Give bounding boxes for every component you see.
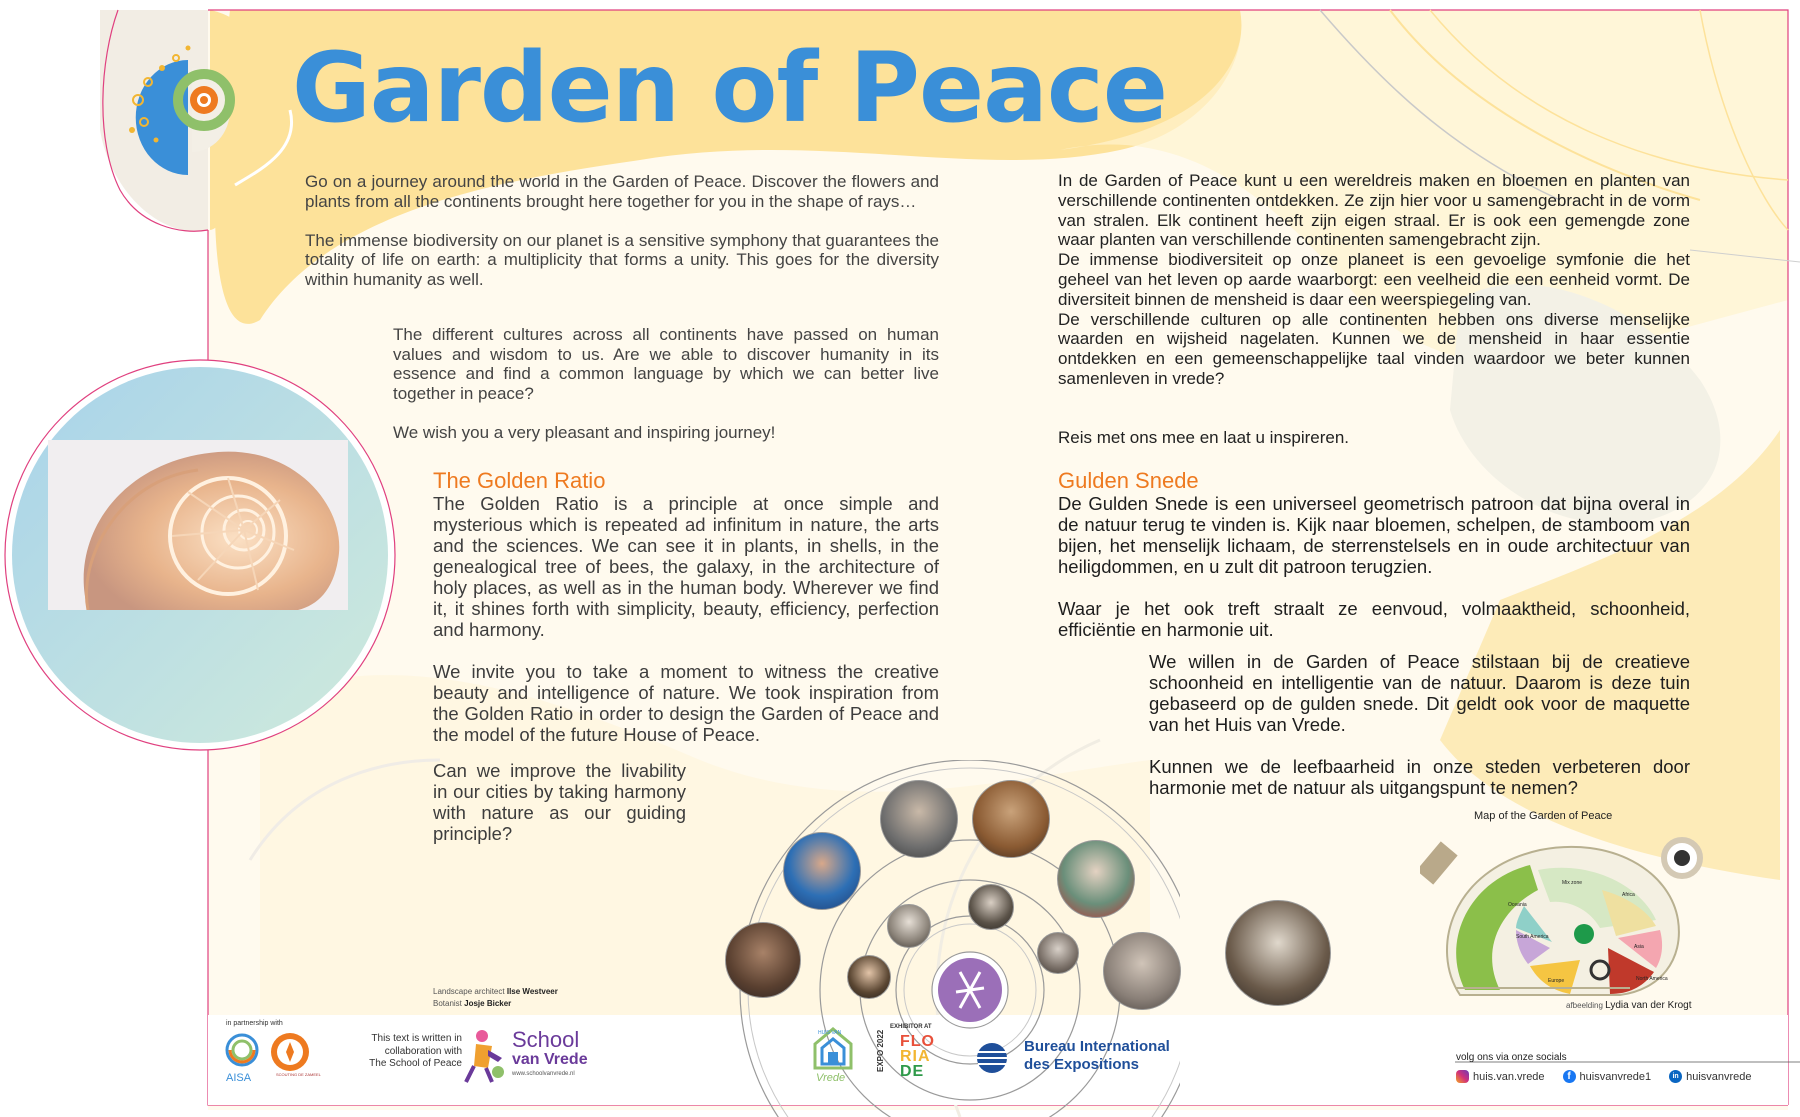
aisa-label: AISA — [226, 1072, 252, 1084]
portrait-photo — [880, 780, 958, 858]
architect-name: Ilse Westveer — [506, 987, 558, 996]
portrait-photo — [847, 955, 891, 999]
bie-logo-text — [1024, 1038, 1170, 1074]
credits — [433, 986, 558, 1010]
dutch-intro — [1058, 171, 1690, 389]
map-zone-label: North America — [1636, 976, 1668, 982]
floriade-logo — [900, 1034, 935, 1079]
livability-question — [433, 760, 686, 865]
socials-label: volg ons via onze socials — [1456, 1052, 1567, 1063]
architect-label: Landscape architect — [433, 987, 505, 996]
bie-globe-icon — [976, 1042, 1008, 1074]
nautilus-shell-image — [48, 440, 348, 610]
golden-ratio-text — [433, 493, 939, 766]
social-links — [1456, 1070, 1752, 1083]
floriade-line: RIA — [900, 1048, 931, 1065]
page-title: Garden of Peace — [292, 32, 1167, 144]
collab-line: This text is written in — [371, 1033, 462, 1044]
huis-label: Vrede — [816, 1072, 846, 1084]
garden-emblem-icon — [118, 30, 248, 180]
school-figure-icon — [462, 1028, 510, 1084]
map-credit-name: Lydia van der Krogt — [1605, 1000, 1692, 1011]
portrait-photo — [968, 884, 1014, 930]
gulden-snede-paragraph: We willen in de Garden of Peace stilstaan bij de creatieve schoonheid en intelligentie van de natuur. Daarom is deze tuin gebaseerd op de gulden snede. Dit geldt ook voor de maquette van het Huis van Vrede. — [1149, 651, 1690, 735]
map-zone-label: Oceania — [1508, 902, 1527, 908]
gulden-snede-heading: Gulden Snede — [1058, 468, 1199, 493]
english-intro — [305, 172, 939, 309]
livability-paragraph: Can we improve the livability in our cities by taking harmony with nature as our guiding principle? — [433, 760, 686, 844]
portrait-photo — [783, 832, 861, 910]
map-zone-label: South America — [1516, 934, 1549, 940]
intro-paragraph: Go on a journey around the world in the Garden of Peace. Discover the flowers and plants from all the continents brought here together for you in the shape of rays… — [305, 172, 939, 211]
map-zone-label: Asia — [1634, 944, 1644, 950]
golden-ratio-paragraph: We invite you to take a moment to witness the creative beauty and intelligence of nature. We took inspiration from the Golden Ratio in order to design the Garden of Peace and the model of the future House of Peace. — [433, 661, 939, 745]
collab-line: collaboration with — [384, 1045, 462, 1057]
map-credit — [1566, 1000, 1692, 1011]
map-zone-label: Europe — [1548, 978, 1565, 984]
exhibitor-label: EXHIBITOR AT — [890, 1024, 932, 1030]
school-url: www.schoolvanvrede.nl — [512, 1071, 575, 1077]
portrait-photo — [1037, 932, 1079, 974]
map-credit-label: afbeelding — [1566, 1001, 1603, 1010]
school-van-vrede-logo — [512, 1027, 588, 1079]
dutch-journey: Reis met ons mee en laat u inspireren. — [1058, 428, 1350, 447]
linkedin-link[interactable] — [1669, 1070, 1751, 1083]
huis-small-label: HUIS VAN — [818, 1030, 842, 1036]
portrait-photo — [725, 922, 801, 998]
gulden-snede-text-2 — [1149, 651, 1690, 819]
dutch-paragraph: De immense biodiversiteit op onze planeet is een gevoelige symfonie die het geheel van het leven op aarde waarborgt: een veelheid die een eenheid vormt. De diversiteit binnen de mensheid is daar een weerspiegeling van. — [1058, 250, 1690, 309]
botanist-label: Botanist — [433, 999, 462, 1008]
instagram-icon — [1456, 1070, 1469, 1083]
golden-ratio-heading: The Golden Ratio — [433, 468, 606, 493]
gulden-snede-paragraph: Waar je het ook treft straalt ze eenvoud, volmaaktheid, schoonheid, efficiëntie en harmonie uit. — [1058, 598, 1690, 640]
dutch-paragraph: In de Garden of Peace kunt u een wereldreis maken en bloemen en planten van verschillende continenten ontdekken. Ze zijn hier voor u samengebracht in de vorm van stralen. Elk continent heeft zijn eigen straal. Er is ook een gemengde zone waar planten van verschillende continenten samengebracht zijn. — [1058, 171, 1690, 250]
english-cultures — [393, 325, 939, 462]
cultures-paragraph: The different cultures across all continents have passed on human values and wisdom to us. Are we able to discover humanity in its essence and find a common language by which we can better live together in peace? — [393, 325, 939, 403]
expo-label: EXPO 2022 — [876, 1029, 885, 1072]
map-title: Map of the Garden of Peace — [1474, 810, 1613, 822]
dutch-paragraph: De verschillende culturen op alle continenten hebben ons diverse menselijke waarden en wijsheid nagelaten. Kunnen we de mensheid in haar essentie ontdekken en een gemeenschappelijke taal vinden waardoor we beter kunnen samenleven in vrede? — [1058, 309, 1690, 388]
linkedin-handle: huisvanvrede — [1686, 1070, 1752, 1083]
floriade-line: FLO — [900, 1033, 935, 1050]
linkedin-icon: in — [1669, 1070, 1682, 1083]
golden-ratio-paragraph: The Golden Ratio is a principle at once simple and mysterious which is repeated ad infinitum in nature, the arts and the sciences. We can see it in plants, in shells, in the genealogical tree of bees, the galaxy, in the architecture of holy places, as well as in the human body. Wherever we find it, it shines forth with simplicity, beauty, efficiency, perfection and harmony. — [433, 493, 939, 640]
partnership-label: in partnership with — [226, 1020, 283, 1027]
scouts-label: SCOUTING DE ZAMEEL — [276, 1072, 321, 1077]
portrait-photo — [972, 780, 1050, 858]
portrait-photo — [887, 904, 931, 948]
school-logo-line: van Vrede — [512, 1051, 588, 1068]
facebook-handle: huisvanvrede1 — [1579, 1070, 1652, 1083]
facebook-icon: f — [1563, 1070, 1576, 1083]
bie-line: Bureau International — [1024, 1038, 1170, 1055]
portrait-photo — [1225, 900, 1331, 1006]
botanist-name: Josje Bicker — [464, 999, 512, 1008]
wish-paragraph: We wish you a very pleasant and inspiring journey! — [393, 422, 776, 442]
map-zone-label: Mix zone — [1562, 880, 1583, 886]
garden-map — [1420, 830, 1710, 1005]
instagram-link[interactable] — [1456, 1070, 1545, 1083]
collab-line: The School of Peace — [369, 1058, 462, 1069]
gulden-snede-text — [1058, 493, 1690, 661]
intro-paragraph: The immense biodiversity on our planet is a sensitive symphony that guarantees the totality of life on earth: a multiplicity that forms a unity. This goes for the diversity within humanity as well. — [305, 230, 939, 289]
portrait-photo — [1103, 932, 1181, 1010]
instagram-handle: huis.van.vrede — [1473, 1070, 1545, 1083]
school-logo-line: School — [512, 1027, 580, 1052]
map-zone-label: Africa — [1622, 892, 1635, 898]
collaboration-note — [330, 1033, 462, 1071]
floriade-line: DE — [900, 1063, 925, 1080]
facebook-link[interactable] — [1563, 1070, 1652, 1083]
portrait-photo — [1057, 840, 1135, 918]
gulden-snede-paragraph: Kunnen we de leefbaarheid in onze steden verbeteren door harmonie met de natuur als uitgangspunt te nemen? — [1149, 756, 1690, 798]
gulden-snede-paragraph: De Gulden Snede is een universeel geometrisch patroon dat bijna overal in de natuur terug te vinden is. Kijk naar bloemen, schelpen, de stamboom van bijen, het menselijk lichaam, de sterrenstelsels en in oude architectuur van heiligdommen, en u zult dit patroon terugzien. — [1058, 493, 1690, 577]
bie-line: des Expositions — [1024, 1056, 1140, 1073]
